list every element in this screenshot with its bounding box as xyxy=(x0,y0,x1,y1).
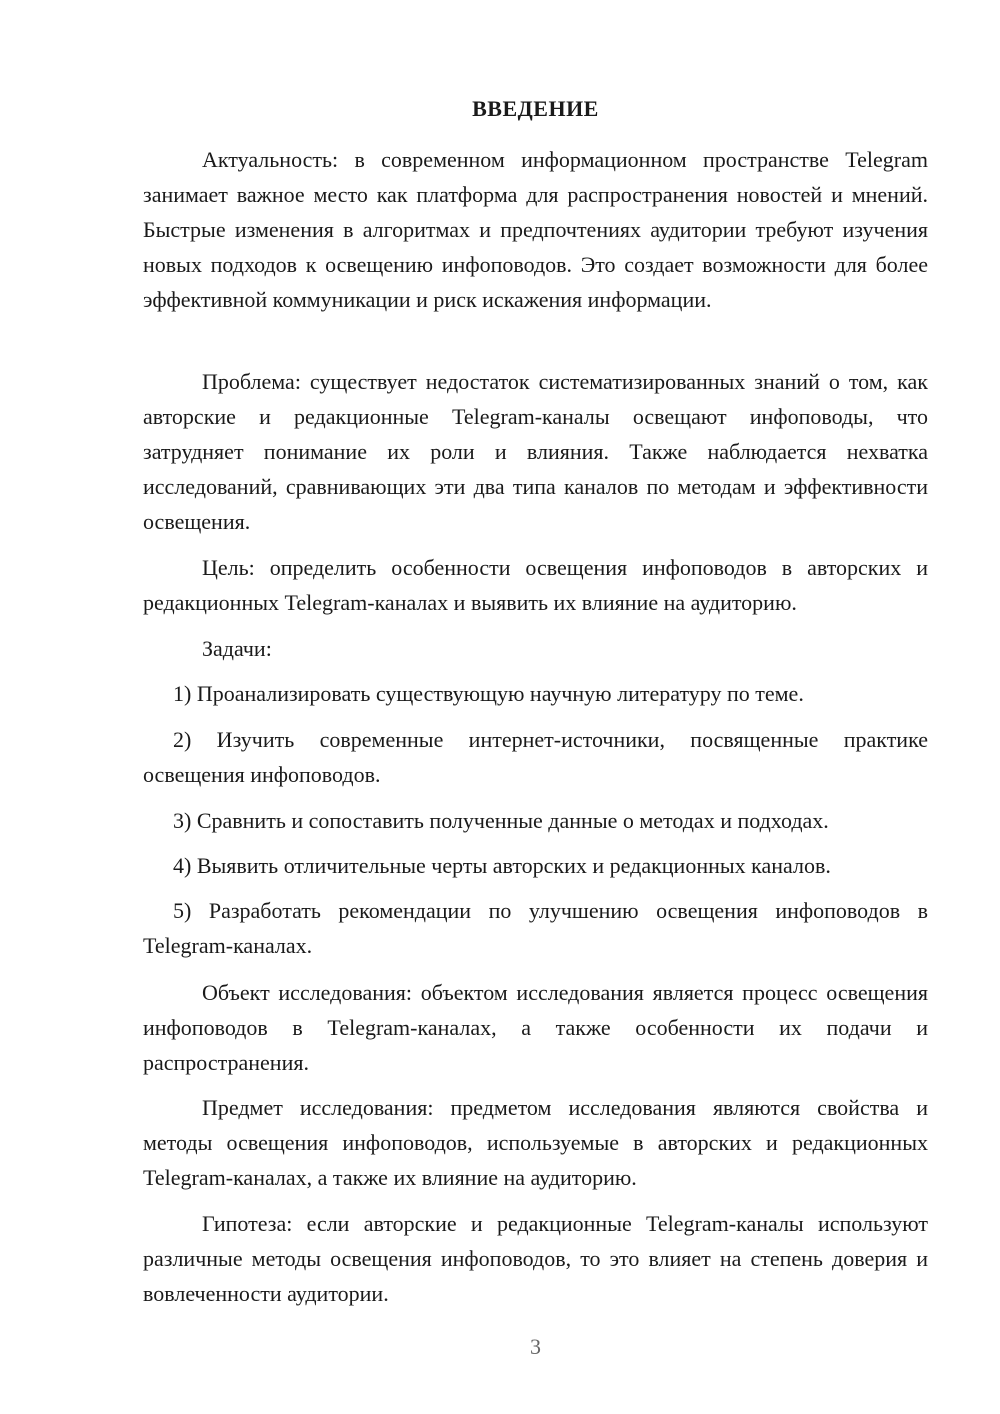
task-item-5: 5) Разработать рекомендации по улучшению освещения инфоповодов в Telegram-каналах. xyxy=(143,898,928,958)
task-item-3: 3) Сравнить и сопоставить полученные данные о методах и подходах. xyxy=(173,808,829,833)
paragraph-object: Объект исследования: объектом исследования является процесс освещения инфоповодов в Telegram-каналах, а также особенности их подачи и распространения. xyxy=(143,980,928,1075)
paragraph-hypothesis: Гипотеза: если авторские и редакционные Telegram-каналы используют различные методы освещения инфоповодов, то это влияет на степень доверия и вовлеченности аудитории. xyxy=(143,1211,928,1306)
paragraph-relevance: Актуальность: в современном информационном пространстве Telegram занимает важное место как платформа для распространения новостей и мнений. Быстрые изменения в алгоритмах и предпочтениях аудитории требуют изучения новых подходов к освещению инфоповодов. Это создает возможности для более эффективной коммуникации и риск искажения информации. xyxy=(143,147,928,312)
paragraph-subject: Предмет исследования: предметом исследования являются свойства и методы освещения инфоповодов, используемые в авторских и редакционных Telegram-каналах, а также их влияние на аудиторию. xyxy=(143,1095,928,1190)
paragraph-goal: Цель: определить особенности освещения инфоповодов в авторских и редакционных Telegram-каналах и выявить их влияние на аудиторию. xyxy=(143,555,928,615)
paragraph-problem: Проблема: существует недостаток систематизированных знаний о том, как авторские и редакционные Telegram-каналы освещают инфоповоды, что затрудняет понимание их роли и влияния. Также наблюдается нехватка исследований, сравнивающих эти два типа каналов по методам и эффективности освещения. xyxy=(143,369,928,534)
task-item-2: 2) Изучить современные интернет-источники, посвященные практике освещения инфоповодов. xyxy=(143,727,928,787)
page-number: 3 xyxy=(530,1334,541,1359)
task-item-1: 1) Проанализировать существующую научную литературу по теме. xyxy=(173,681,804,706)
paragraph-tasks-heading: Задачи: xyxy=(202,636,272,661)
task-item-4: 4) Выявить отличительные черты авторских и редакционных каналов. xyxy=(173,853,831,878)
section-title: ВВЕДЕНИЕ xyxy=(472,96,599,121)
